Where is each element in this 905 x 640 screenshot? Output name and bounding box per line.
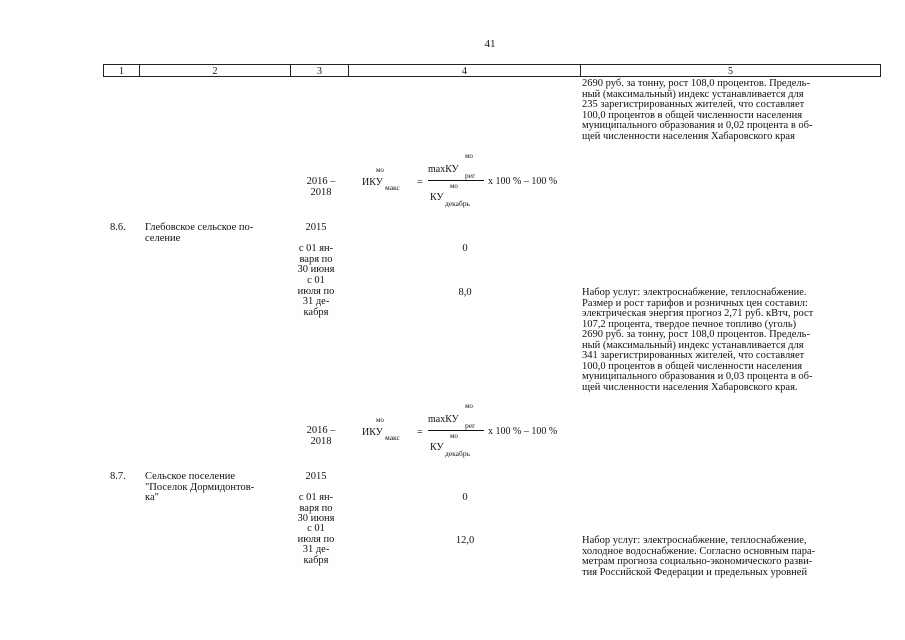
- row-year-8-7: 2015: [305, 471, 327, 482]
- header-col-5: 5: [728, 66, 733, 77]
- row-num-8-7: 8.7.: [110, 471, 126, 482]
- formula-b: мо ИКУ макс = мо maxКУ рег мо КУ декабрь х 100 % – 100 %: [362, 402, 558, 458]
- formula-a: мо ИКУ макс = мо maxКУ рег мо КУ декабрь х 100 % – 100 %: [362, 152, 558, 208]
- row-period2-8-7: с 01 июля по 31 де- кабря: [297, 523, 335, 566]
- header-col-4: 4: [349, 65, 581, 76]
- row-num-8-6: 8.6.: [110, 222, 126, 233]
- row-name-8-7: Сельское поселение "Поселок Дормидонтов- ка": [145, 471, 255, 503]
- row-val2-8-6: 8,0: [458, 287, 472, 298]
- header-col-2: 2: [140, 65, 291, 76]
- row-note-8-7: Набор услуг: электроснабжение, теплоснабжение, холодное водоснабжение. Согласно основным пара- метрам прогноза социально-экономического разви- тия Российской Федерации и предельных уровней: [582, 535, 816, 578]
- header-col-3: 3: [291, 65, 349, 76]
- row-val1-8-7: 0: [462, 492, 468, 503]
- row-val2-8-7: 12,0: [455, 535, 475, 546]
- row-period1-8-7: с 01 ян- варя по 30 июня: [297, 492, 335, 524]
- row-year-8-6: 2015: [305, 222, 327, 233]
- table-header: [103, 64, 881, 77]
- row-period1-8-6: с 01 ян- варя по 30 июня: [297, 243, 335, 275]
- top-note: 2690 руб. за тонну, рост 108,0 процентов. Предель- ный (максимальный) индекс устанавливается для 235 зарегистрированных жителей, что составляет 100,0 процентов в общей численности населения муниципального образования и 0,02 процента в об- щей численности населения Хабаровского края: [582, 78, 813, 142]
- page-number: 41: [484, 38, 496, 50]
- years-2016-2018-a: 2016 – 2018: [306, 176, 336, 198]
- row-period2-8-6: с 01 июля по 31 де- кабря: [297, 275, 335, 318]
- header-col-1: 1: [104, 65, 140, 76]
- years-2016-2018-b: 2016 – 2018: [306, 425, 336, 447]
- row-note-8-6: Набор услуг: электроснабжение, теплоснабжение. Размер и рост тарифов и розничных цен составил: электрическая энергия прогноз 2,71 руб. кВтч, рост 107,2 процента, твердое печное топливо (уголь) 2690 руб. за тонну, рост 108,0 процентов. Предель- ный (максимальный) индекс устанавливается для 341 зарегистрированных жителей, что составляет 100,0 процентов в общей численности населения муниципального образования и 0,03 процента в об- щей численности населения Хабаровского края.: [582, 287, 814, 393]
- row-name-8-6: Глебовское сельское по- селение: [145, 222, 254, 244]
- row-val1-8-6: 0: [462, 243, 468, 254]
